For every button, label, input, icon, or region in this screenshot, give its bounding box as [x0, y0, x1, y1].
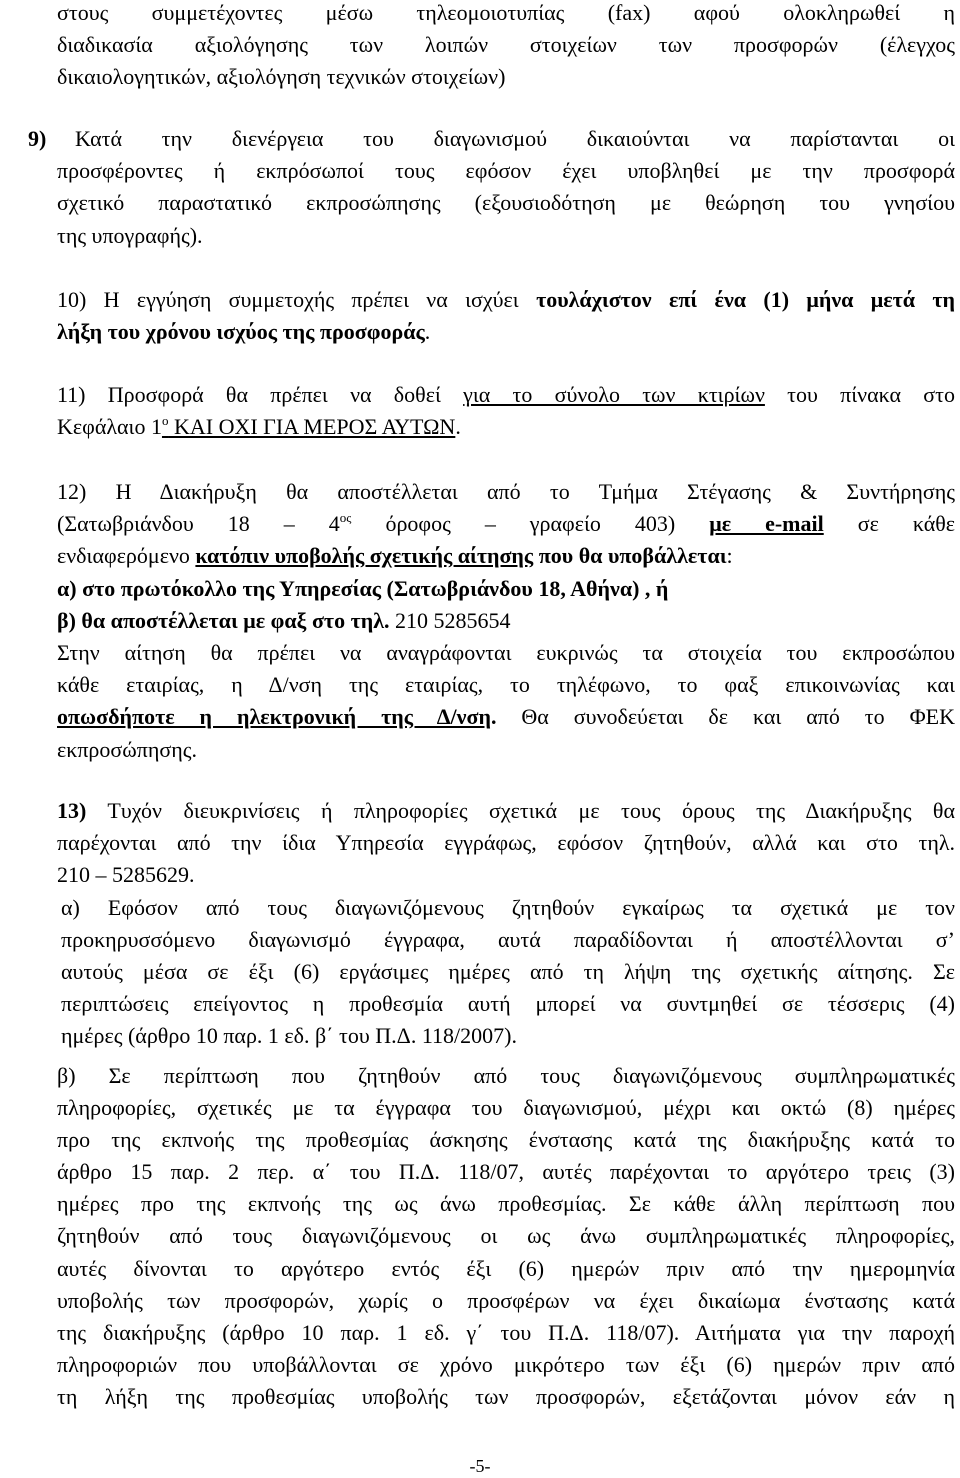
bold-span: β) θα αποστέλλεται με φαξ στο τηλ.: [57, 607, 390, 633]
text-span: Κεφάλαιο 1: [57, 414, 162, 440]
text-line: Στην αίτηση θα πρέπει να αναγράφονται ευκρινώς τα στοιχεία του εκπροσώπου: [57, 639, 955, 665]
item-number: 11): [57, 382, 86, 407]
text-line: [57, 411, 955, 443]
bold-span: τουλάχιστον επί ένα (1) μήνα μετά τη: [536, 287, 956, 312]
text-line: στους συμμετέχοντες μέσω τηλεομοιοτυπίας (fax) αφού ολοκληρωθεί η: [57, 0, 955, 25]
underline-span: [162, 414, 455, 439]
text-line: δικαιολογητικών, αξιολόγηση τεχνικών στοιχείων): [57, 64, 506, 90]
text-line: [57, 540, 955, 572]
text-line: α) Εφόσον από τους διαγωνιζόμενους ζητηθούν εγκαίρως τα σχετικά με τον: [61, 894, 955, 920]
item-number: 10): [57, 287, 87, 312]
text-line: [57, 795, 955, 827]
text-line: ημέρες (άρθρο 10 παρ. 1 εδ. β΄ του Π.Δ. 118/2007).: [61, 1023, 517, 1049]
text-span: Τυχόν διευκρινίσεις ή πληροφορίες σχετικά με τους όρους της Διακήρυξης θα: [107, 798, 955, 823]
text-line: πληροφορίες, σχετικές με τα έγγραφα του διαγωνισμού, μέχρι και οκτώ (8) ημέρες: [57, 1094, 955, 1120]
text-line: β) Σε περίπτωση που ζητηθούν από τους διαγωνιζόμενους συμπληρωματικές: [57, 1062, 955, 1088]
text-line: αυτούς μέσα σε έξι (6) εργάσιμες ημέρες από τη λήψη της σχετικής αίτησης. Σε: [61, 958, 955, 984]
sub-paragraph-b: [57, 1060, 955, 1414]
text-line: [57, 379, 955, 411]
text-line: προκηρυσσόμενο διαγωνισμό έγγραφα, αυτά παραδίδονται ή αποστέλλονται σ’: [61, 926, 955, 952]
text-line: περιπτώσεις επείγοντος η προθεσμία αυτή μπορεί να συντμηθεί σε τέσσερις (4): [61, 991, 955, 1017]
text-span: Η Διακήρυξη θα αποστέλλεται από το Τμήμα Στέγασης & Συντήρησης: [115, 479, 955, 504]
text-span: Προσφορά θα πρέπει να δοθεί: [107, 382, 441, 407]
text-span: όροφος – γραφείο 403): [385, 511, 676, 537]
text-span: (Σατωβριάνδου 18 – 4: [57, 511, 340, 537]
item-12: [57, 476, 955, 766]
text-line: υποβολής των προσφορών, χωρίς ο προσφέρων να έχει δικαίωμα ένστασης κατά: [57, 1287, 955, 1313]
bold-span: λήξη του χρόνου ισχύος της προσφοράς: [57, 319, 425, 345]
text-line: ζητηθούν από τους διαγωνιζόμενους οι ως άνω συμπληρωματικές πληροφορίες,: [57, 1223, 955, 1249]
text-line: πληροφοριών που υποβάλλονται σε χρόνο μικρότερο των έξι (6) ημερών πριν από: [57, 1352, 955, 1378]
text-span: Κατά την διενέργεια του διαγωνισμού δικαιούνται να παρίστανται οι: [75, 126, 955, 151]
item-11: [57, 379, 955, 443]
text-line: [57, 605, 955, 637]
bold-underline-span: οπωσδήποτε η ηλεκτρονική της Δ/νση: [57, 704, 491, 730]
underline-text: ΚΑΙ ΟΧΙ ΓΙΑ ΜΕΡΟΣ ΑΥΤΩΝ: [168, 414, 456, 440]
page-number: -5-: [469, 1456, 491, 1476]
text-line: εκπροσώπησης.: [57, 736, 197, 762]
text-line: [28, 123, 955, 155]
item-10: [57, 284, 955, 348]
text-span: Η εγγύηση συμμετοχής πρέπει να ισχύει: [103, 287, 519, 312]
text-line: προσφέροντες ή εκπρόσωποί τους εφόσον έχει υποβληθεί με την προσφορά: [57, 158, 955, 184]
bold-underline-span: με e-mail: [709, 511, 824, 537]
text-span: 210 5285654: [389, 607, 511, 633]
underline-span: για το σύνολο των κτιρίων: [463, 382, 765, 407]
text-span: .: [424, 319, 431, 345]
intro-paragraph: [57, 0, 955, 94]
sub-paragraph-a: [57, 892, 955, 1053]
text-line: τη λήξη της προθεσμίας υποβολής των προσφορών, εξετάζονται μόνον εάν η: [57, 1384, 955, 1410]
text-line: [57, 316, 955, 348]
superscript: ος: [339, 510, 352, 526]
item-number: 12): [57, 479, 87, 504]
text-line: 210 – 5285629.: [57, 862, 195, 888]
text-line: [57, 573, 955, 605]
text-line: [57, 701, 955, 733]
text-span: .: [455, 414, 461, 440]
bold-span: που θα υποβάλλεται: [538, 543, 727, 569]
text-line: [57, 508, 955, 540]
item-number: 13): [57, 798, 87, 823]
text-line: παρέχονται από την ίδια Υπηρεσία εγγράφως, εφόσον ζητηθούν, αλλά και στο τηλ.: [57, 830, 955, 856]
text-line: άρθρο 15 παρ. 2 περ. α΄ του Π.Δ. 118/07, αυτές παρέχονται το αργότερο τρεις (3): [57, 1159, 955, 1185]
item-13: [57, 795, 955, 1414]
bold-underline-span: κατόπιν υποβολής σχετικής αίτησης: [195, 543, 534, 569]
text-span: :: [726, 543, 733, 569]
text-line: κάθε εταιρίας, η Δ/νση της εταιρίας, το τηλέφωνο, το φαξ επικοινωνίας και: [57, 672, 955, 698]
text-line: [57, 284, 955, 316]
text-span: του πίνακα στο: [787, 382, 955, 407]
item-9: [28, 123, 955, 252]
text-span: ενδιαφερόμενο: [57, 543, 190, 569]
bold-span: .: [490, 704, 497, 730]
text-span: Θα συνοδεύεται δε και από το ΦΕΚ: [496, 704, 955, 730]
bold-span: α) στο πρωτόκολλο της Υπηρεσίας (Σατωβριάνδου 18, Αθήνα) , ή: [57, 575, 669, 601]
text-line: της διακήρυξης (άρθρο 10 παρ. 1 εδ. γ΄ του Π.Δ. 118/07). Αιτήματα για την παροχή: [57, 1320, 955, 1345]
text-line: της υπογραφής).: [57, 222, 203, 248]
item-number: 9): [28, 126, 47, 151]
text-line: αυτές δίνονται το αργότερο εντός έξι (6) ημερών πριν από την ημερομηνία: [57, 1255, 955, 1281]
text-line: προ της εκπνοής της προθεσμίας άσκησης ένστασης κατά της διακήρυξης κατά το: [57, 1126, 955, 1152]
text-line: σχετικό παραστατικό εκπροσώπησης (εξουσιοδότηση με θεώρηση του γνησίου: [57, 190, 955, 216]
text-line: [57, 476, 955, 508]
superscript: ο: [161, 413, 169, 429]
text-line: ημέρες προ της εκπνοής της ως άνω προθεσμίας. Σε κάθε άλλη περίπτωση που: [57, 1191, 955, 1217]
text-span: σε κάθε: [857, 511, 956, 537]
text-line: διαδικασία αξιολόγησης των λοιπών στοιχείων των προσφορών (έλεγχος: [57, 32, 955, 58]
